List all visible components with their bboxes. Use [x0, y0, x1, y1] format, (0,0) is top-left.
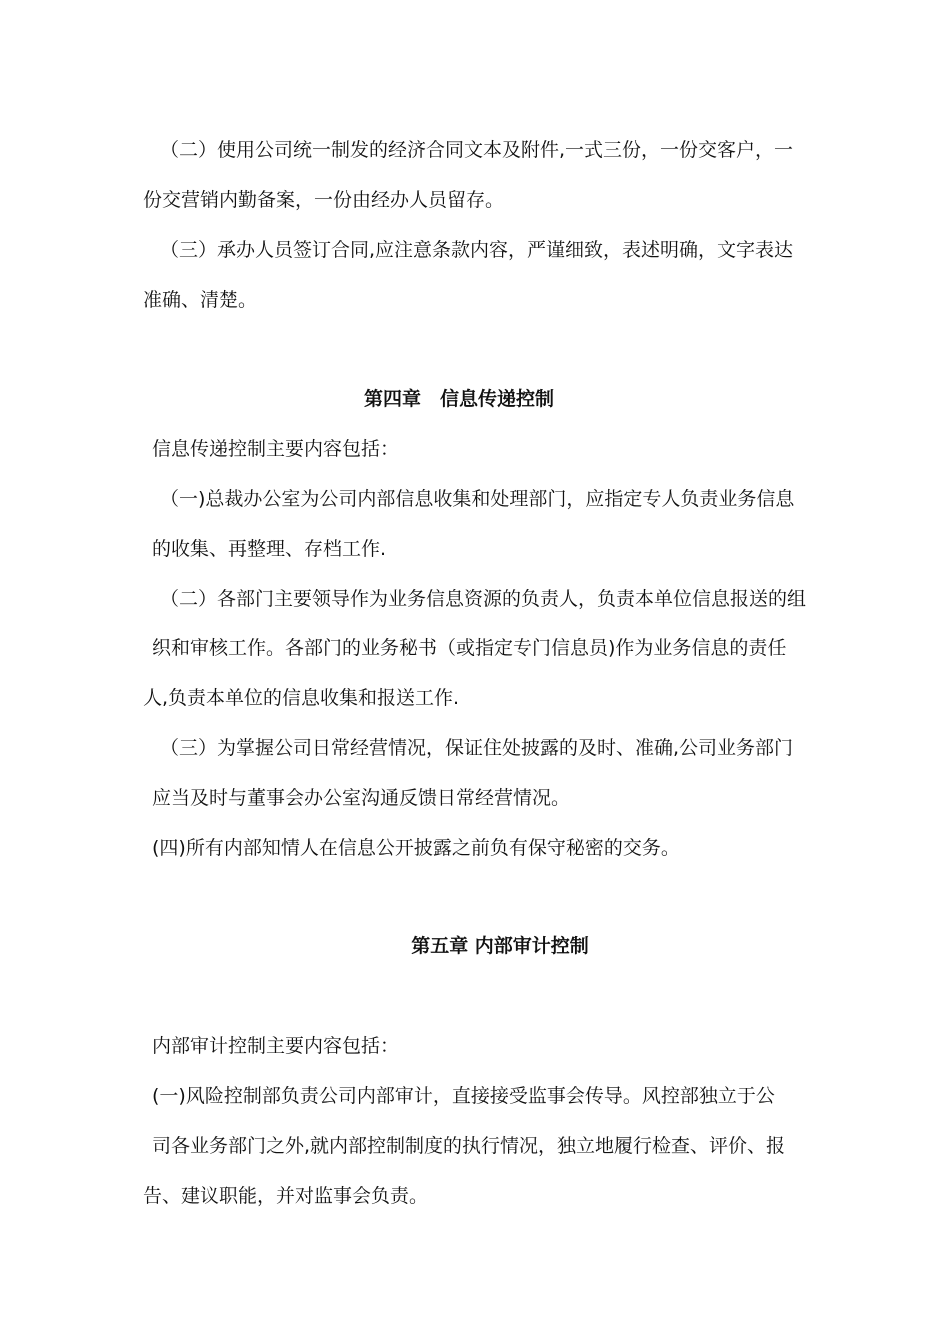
paragraph-line: 织和审核工作。各部门的业务秘书（或指定专门信息员)作为业务信息的责任 — [152, 637, 787, 659]
paragraph-line: (一)风险控制部负责公司内部审计，直接接受监事会传导。风控部独立于公 — [152, 1085, 775, 1107]
paragraph-line: （三）承办人员签订合同,应注意条款内容，严谨细致，表述明确，文字表达 — [160, 239, 794, 261]
chapter-heading: 第四章 信息传递控制 — [363, 388, 554, 410]
paragraph-line: （一)总裁办公室为公司内部信息收集和处理部门，应指定专人负责业务信息 — [160, 488, 795, 510]
paragraph-line: （三）为掌握公司日常经营情况，保证住处披露的及时、准确,公司业务部门 — [160, 737, 794, 759]
paragraph-line: 准确、清楚。 — [143, 289, 258, 311]
paragraph-line: 内部审计控制主要内容包括： — [152, 1035, 400, 1057]
chapter-heading: 第五章 内部审计控制 — [411, 935, 589, 957]
paragraph-line: 的收集、再整理、存档工作. — [152, 538, 387, 560]
paragraph-line: 司各业务部门之外,就内部控制制度的执行情况，独立地履行检查、评价、报 — [152, 1135, 786, 1157]
paragraph-line: 人,负责本单位的信息收集和报送工作. — [143, 687, 460, 709]
paragraph-line: （二）各部门主要领导作为业务信息资源的负责人，负责本单位信息报送的组 — [160, 588, 807, 610]
paragraph-line: 信息传递控制主要内容包括： — [152, 438, 400, 460]
paragraph-line: （二）使用公司统一制发的经济合同文本及附件,一式三份，一份交客户，一 — [160, 139, 794, 161]
paragraph-line: (四)所有内部知情人在信息公开披露之前负有保守秘密的交务。 — [152, 837, 680, 859]
paragraph-line: 告、建议职能，并对监事会负责。 — [143, 1185, 429, 1207]
paragraph-line: 份交营销内勤备案，一份由经办人员留存。 — [143, 189, 505, 211]
paragraph-line: 应当及时与董事会办公室沟通反馈日常经营情况。 — [152, 787, 571, 809]
